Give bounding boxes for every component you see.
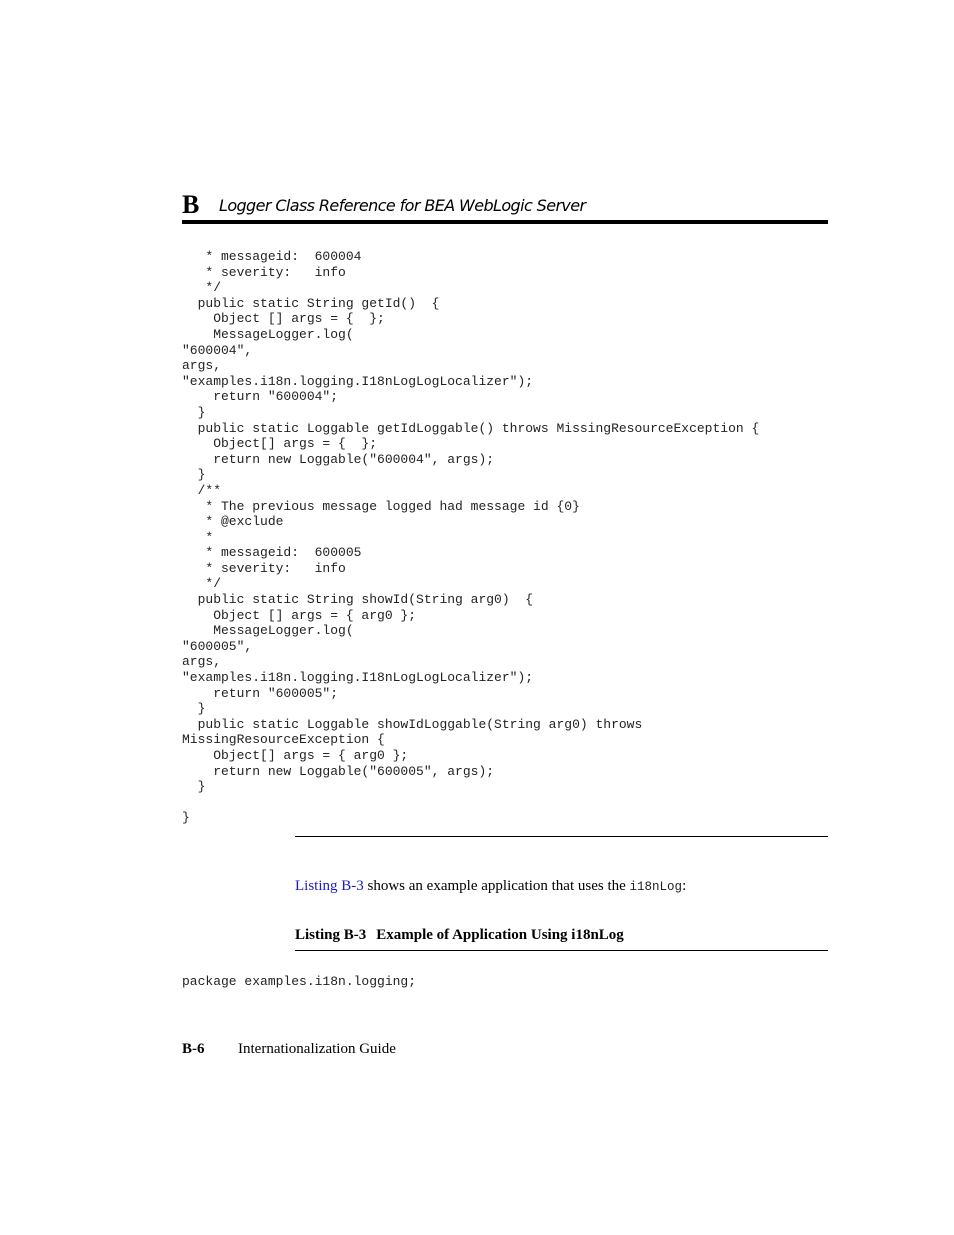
code-term: i18nLog [629,880,683,894]
page-number: B-6 [182,1041,205,1057]
page-footer [182,1039,396,1059]
code-listing-new: package examples.i18n.logging; [182,974,417,989]
running-header [182,190,828,220]
listing-start-rule [295,950,828,951]
listing-title: Example of Application Using i18nLog [376,927,624,943]
listing-number: Listing B-3 [295,927,367,943]
listing-link[interactable]: Listing B-3 [295,878,364,894]
listing-end-rule [295,836,828,837]
paragraph-text: shows an example application that uses the [363,878,630,894]
header-rule [182,220,828,224]
paragraph-end: : [682,878,687,894]
guide-title: Internationalization Guide [238,1041,396,1057]
chapter-title: Logger Class Reference for BEA WebLogic Server [219,196,586,215]
chapter-letter: B [182,190,200,219]
code-listing-continued: * messageid: 600004 * severity: info */ public static String getId() { Object [] args = { }; MessageLogger.log( "600004", args, "examples.i18n.logging.I18nLogLogLocalizer"); return "600004"; } public static Loggable getIdLoggable() throws MissingResourceException { Object[] args = { }; return new Loggable("600004", args); } /** * The previous message logged had message id {0} * @exclude * * messageid: 600005 * severity: info */ public static String showId(String arg0) { Object [] args = { arg0 }; MessageLogger.log( "600005", args, "examples.i18n.logging.I18nLogLogLocalizer"); return "600005"; } public static Loggable showIdLoggable(String arg0) throws MissingResourceException { Object[] args = { arg0 }; return new Loggable("600005", args); } } [182,249,760,826]
listing-caption [295,925,624,945]
body-paragraph [295,876,686,897]
